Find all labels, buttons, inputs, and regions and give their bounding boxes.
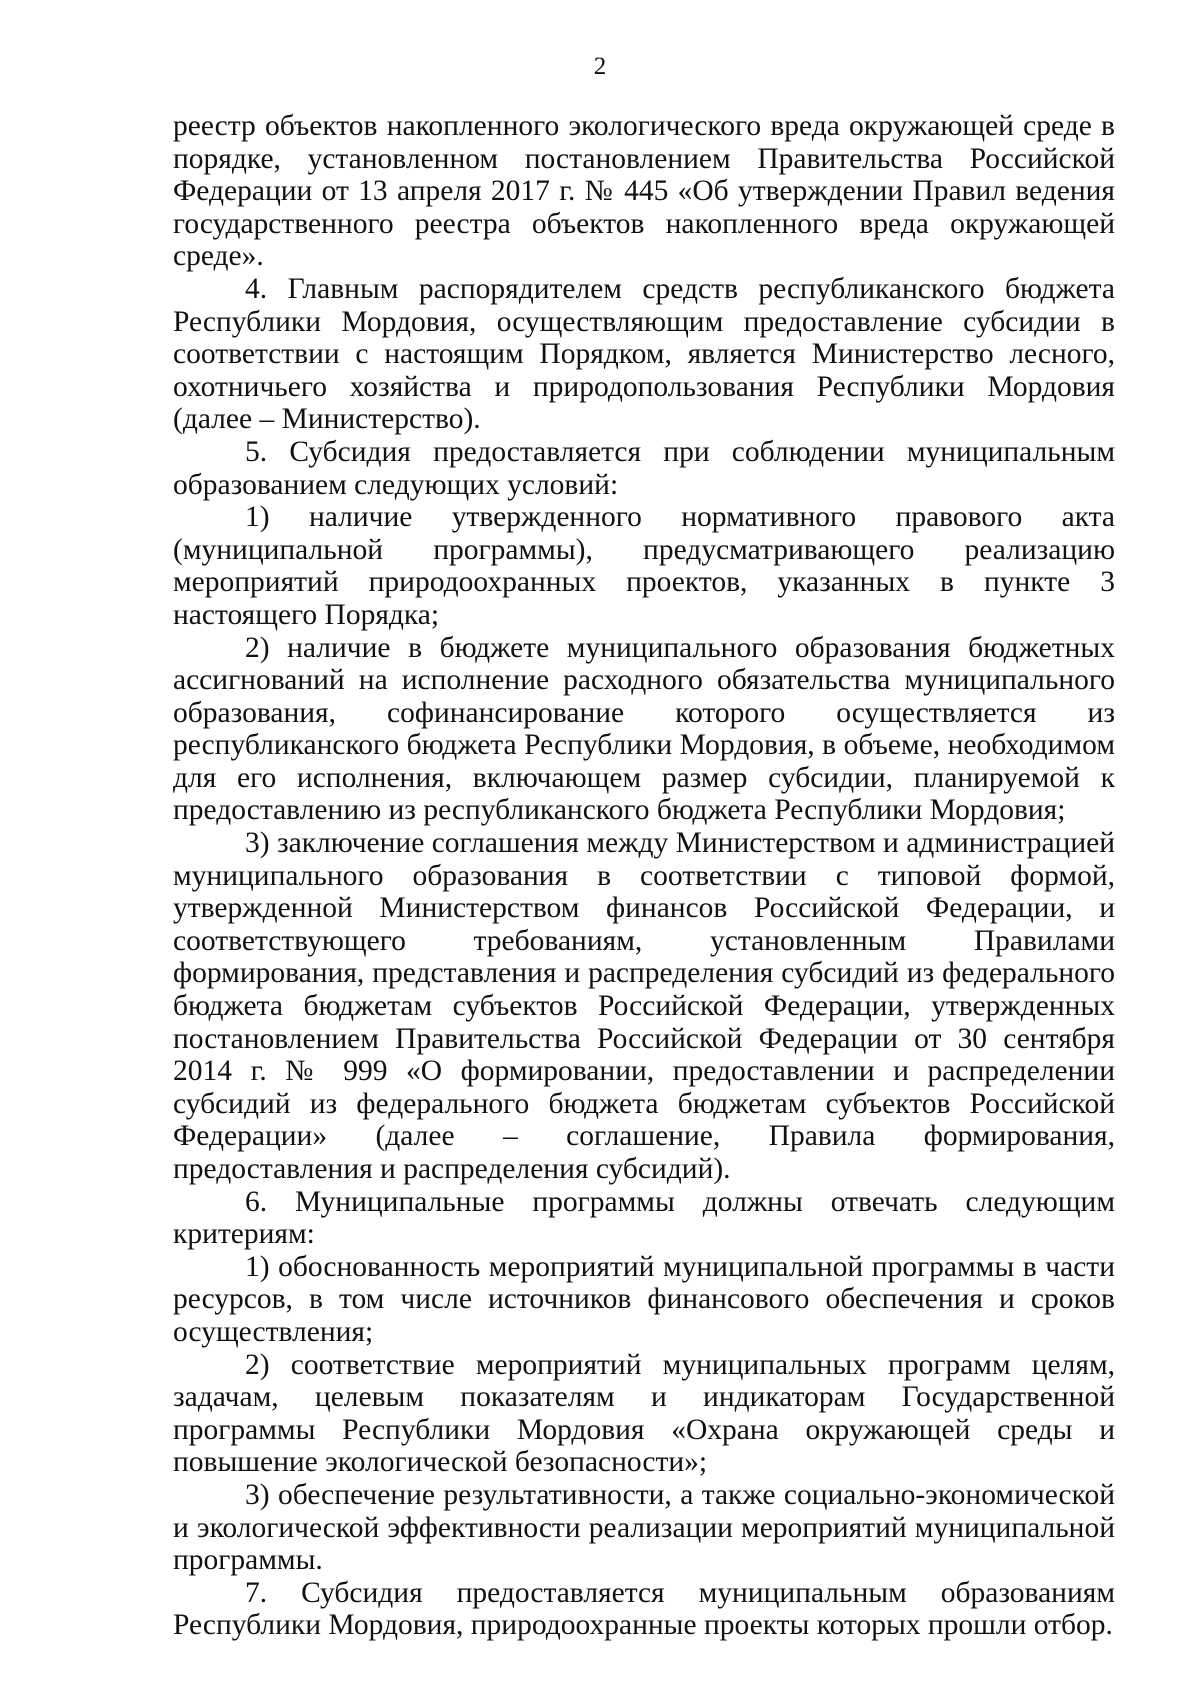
paragraph-item-6: 6. Муниципальные программы должны отвечать следующим критериям:: [173, 1185, 1115, 1251]
paragraph-item-5-condition-2: 2) наличие в бюджете муниципального образования бюджетных ассигнований на исполнение расходного обязательства муниципального образования, софинансирование которого осуществляется из республиканского бюджета Республики Мордовия, в объеме, необходимом для его исполнения, включающем размер субсидии, планируемой к предоставлению из республиканского бюджета Республики Мордовия;: [173, 631, 1115, 827]
page-number: 2: [593, 53, 607, 80]
paragraph-item-4: 4. Главным распорядителем средств республиканского бюджета Республики Мордовия, осуществляющим предоставление субсидии в соответствии с настоящим Порядком, является Министерство лесного, охотничьего хозяйства и природопользования Республики Мордовия (далее – Министерство).: [173, 272, 1115, 436]
paragraph-registry-continuation: реестр объектов накопленного экологического вреда окружающей среде в порядке, установленном постановлением Правительства Российской Федерации от 13 апреля 2017 г. № 445 «Об утверждении Правил ведения государственного реестра объектов накопленного вреда окружающей среде».: [173, 110, 1115, 273]
paragraph-item-5-condition-1: 1) наличие утвержденного нормативного правового акта (муниципальной программы), предусматривающего реализацию мероприятий природоохранных проектов, указанных в пункте 3 настоящего Порядка;: [173, 501, 1115, 631]
paragraph-item-5-condition-3: 3) заключение соглашения между Министерством и администрацией муниципального образования в соответствии с типовой формой, утвержденной Министерством финансов Российской Федерации, и соответствующего требованиям, установленным Правилами формирования, представления и распределения субсидий из федерального бюджета бюджетам субъектов Российской Федерации, утвержденных постановлением Правительства Российской Федерации от 30 сентября 2014 г. № 999 «О формировании, предоставлении и распределении субсидий из федерального бюджета бюджетам субъектов Российской Федерации» (далее – соглашение, Правила формирования, предоставления и распределения субсидий).: [173, 827, 1115, 1185]
paragraph-item-7: 7. Субсидия предоставляется муниципальным образованиям Республики Мордовия, природоохранные проекты которых прошли отбор.: [173, 1576, 1115, 1642]
paragraph-item-5: 5. Субсидия предоставляется при соблюдении муниципальным образованием следующих условий:: [173, 435, 1115, 501]
document-body: [173, 110, 1115, 1642]
paragraph-item-6-criterion-1: 1) обоснованность мероприятий муниципальной программы в части ресурсов, в том числе источников финансового обеспечения и сроков осуществления;: [173, 1250, 1115, 1348]
paragraph-item-6-criterion-3: 3) обеспечение результативности, а также социально-экономической и экологической эффективности реализации мероприятий муниципальной программы.: [173, 1478, 1115, 1577]
paragraph-item-6-criterion-2: 2) соответствие мероприятий муниципальных программ целям, задачам, целевым показателям и индикаторам Государственной программы Республики Мордовия «Охрана окружающей среды и повышение экологической безопасности»;: [173, 1348, 1115, 1479]
